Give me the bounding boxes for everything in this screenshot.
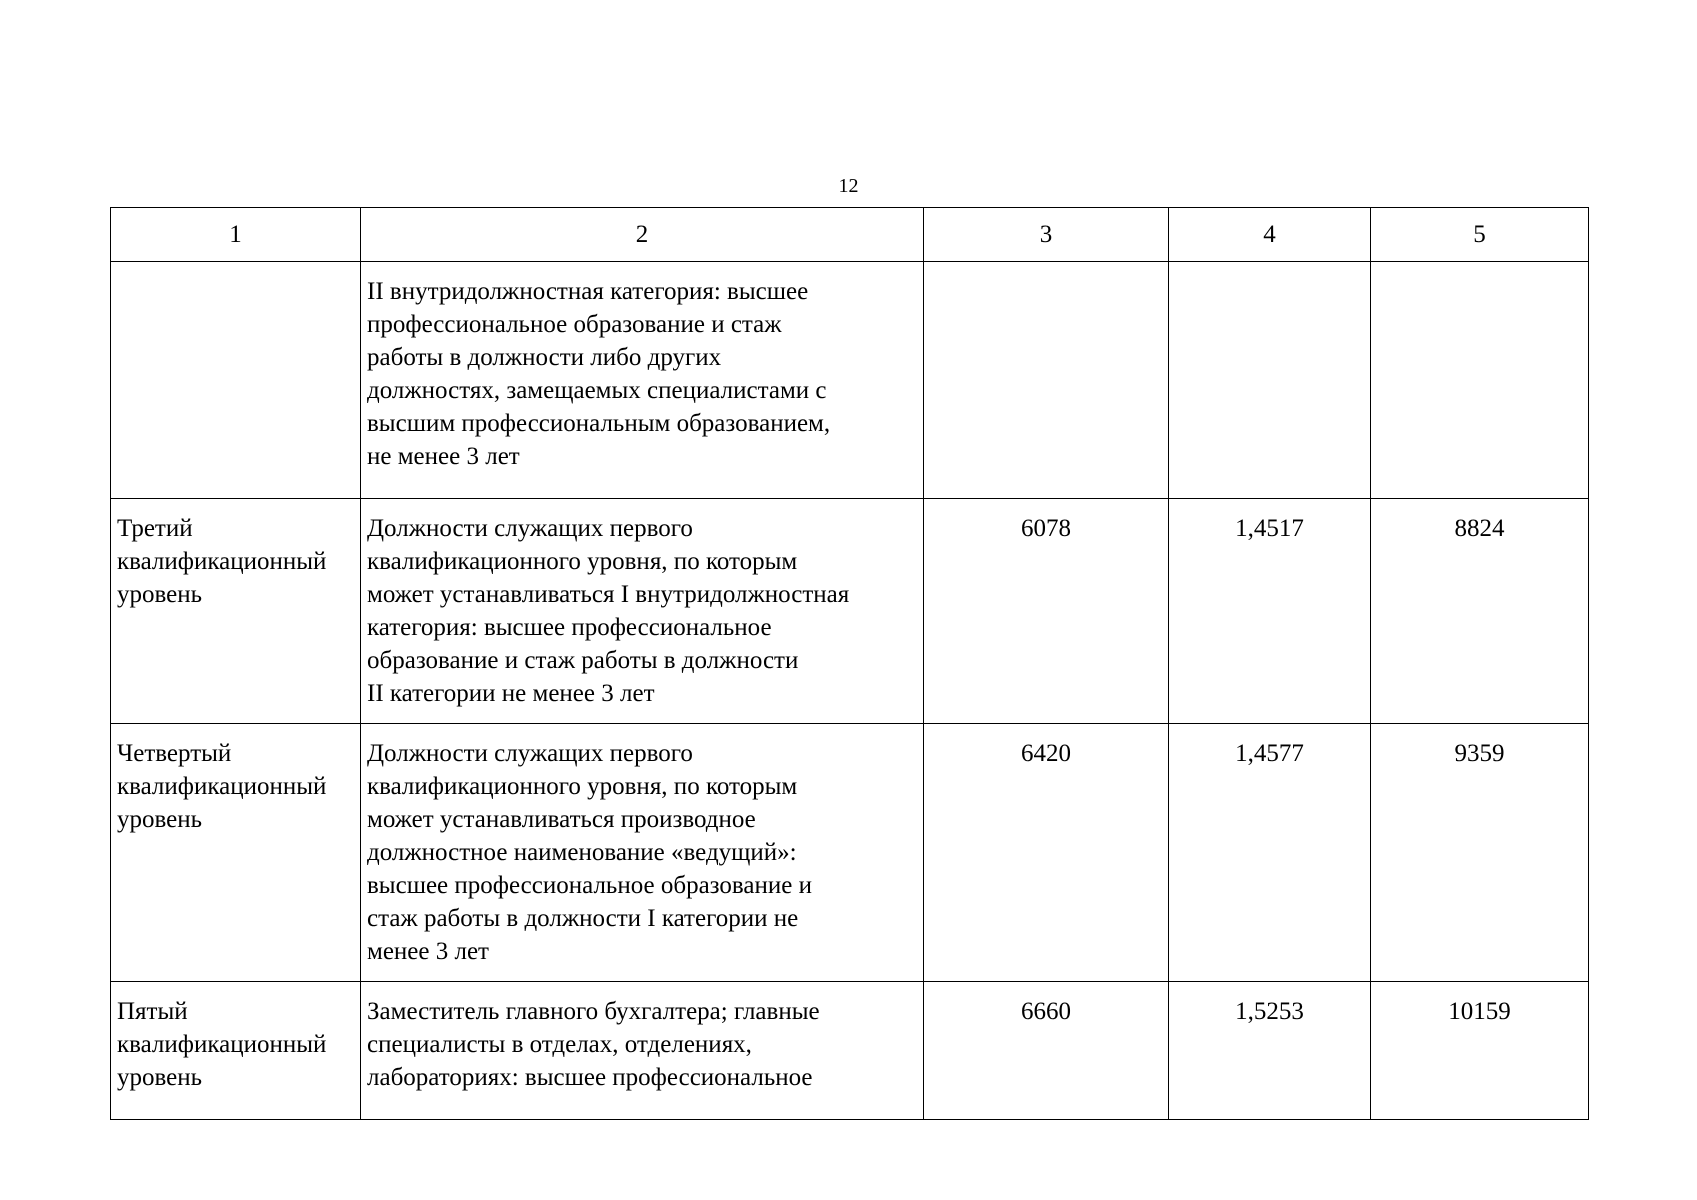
table-row [111,724,1589,982]
coefficient-cell: 1,4577 [1169,724,1371,982]
description-line: может устанавливаться I внутридолжностная [367,581,850,608]
qualification-level-cell [111,724,361,982]
description-line: II категории не менее 3 лет [367,680,655,707]
salary-cell: 9359 [1371,724,1589,982]
description-line: Заместитель главного бухгалтера; главные [367,998,820,1025]
page-number: 12 [838,175,859,197]
level-line: Пятый [117,998,188,1025]
table-row [111,262,1589,499]
base-salary-cell: 6660 [924,982,1169,1120]
qualification-level-cell [111,499,361,724]
position-description-cell [361,499,924,724]
level-line: квалификационный [117,1031,327,1058]
base-salary-cell [924,262,1169,499]
table-row [111,982,1589,1120]
salary-table [110,207,1589,1120]
coefficient-cell [1169,262,1371,499]
description-line: не менее 3 лет [367,443,520,470]
description-line: высшее профессиональное образование и [367,872,812,899]
description-line: квалификационного уровня, по которым [367,773,798,800]
coefficient-cell: 1,5253 [1169,982,1371,1120]
level-line: уровень [117,1064,203,1091]
level-line: уровень [117,806,203,833]
header-col-5: 5 [1371,208,1589,262]
description-line: образование и стаж работы в должности [367,647,799,674]
table-row [111,499,1589,724]
salary-cell: 10159 [1371,982,1589,1120]
table-header-row [111,208,1589,262]
position-description-cell [361,262,924,499]
level-line: Четвертый [117,740,232,767]
salary-cell: 8824 [1371,499,1589,724]
description-line: стаж работы в должности I категории не [367,905,799,932]
description-line: Должности служащих первого [367,740,693,767]
header-col-3: 3 [924,208,1169,262]
position-description-cell [361,982,924,1120]
description-line: высшим профессиональным образованием, [367,410,831,437]
description-line: лабораториях: высшее профессиональное [367,1064,813,1091]
description-line: менее 3 лет [367,938,489,965]
description-line: может устанавливаться производное [367,806,756,833]
description-line: работы в должности либо других [367,344,722,371]
base-salary-cell: 6420 [924,724,1169,982]
position-description-cell [361,724,924,982]
qualification-level-cell [111,982,361,1120]
description-line: профессиональное образование и стаж [367,311,782,338]
description-line: должностях, замещаемых специалистами с [367,377,827,404]
base-salary-cell: 6078 [924,499,1169,724]
level-line: Третий [117,515,193,542]
description-line: II внутридолжностная категория: высшее [367,278,809,305]
level-line: квалификационный [117,548,327,575]
level-line: квалификационный [117,773,327,800]
qualification-level-cell [111,262,361,499]
header-col-2: 2 [361,208,924,262]
description-line: специалисты в отделах, отделениях, [367,1031,752,1058]
level-line: уровень [117,581,203,608]
header-col-1: 1 [111,208,361,262]
description-line: квалификационного уровня, по которым [367,548,798,575]
description-line: Должности служащих первого [367,515,693,542]
description-line: должностное наименование «ведущий»: [367,839,797,866]
coefficient-cell: 1,4517 [1169,499,1371,724]
salary-cell [1371,262,1589,499]
header-col-4: 4 [1169,208,1371,262]
description-line: категория: высшее профессиональное [367,614,772,641]
